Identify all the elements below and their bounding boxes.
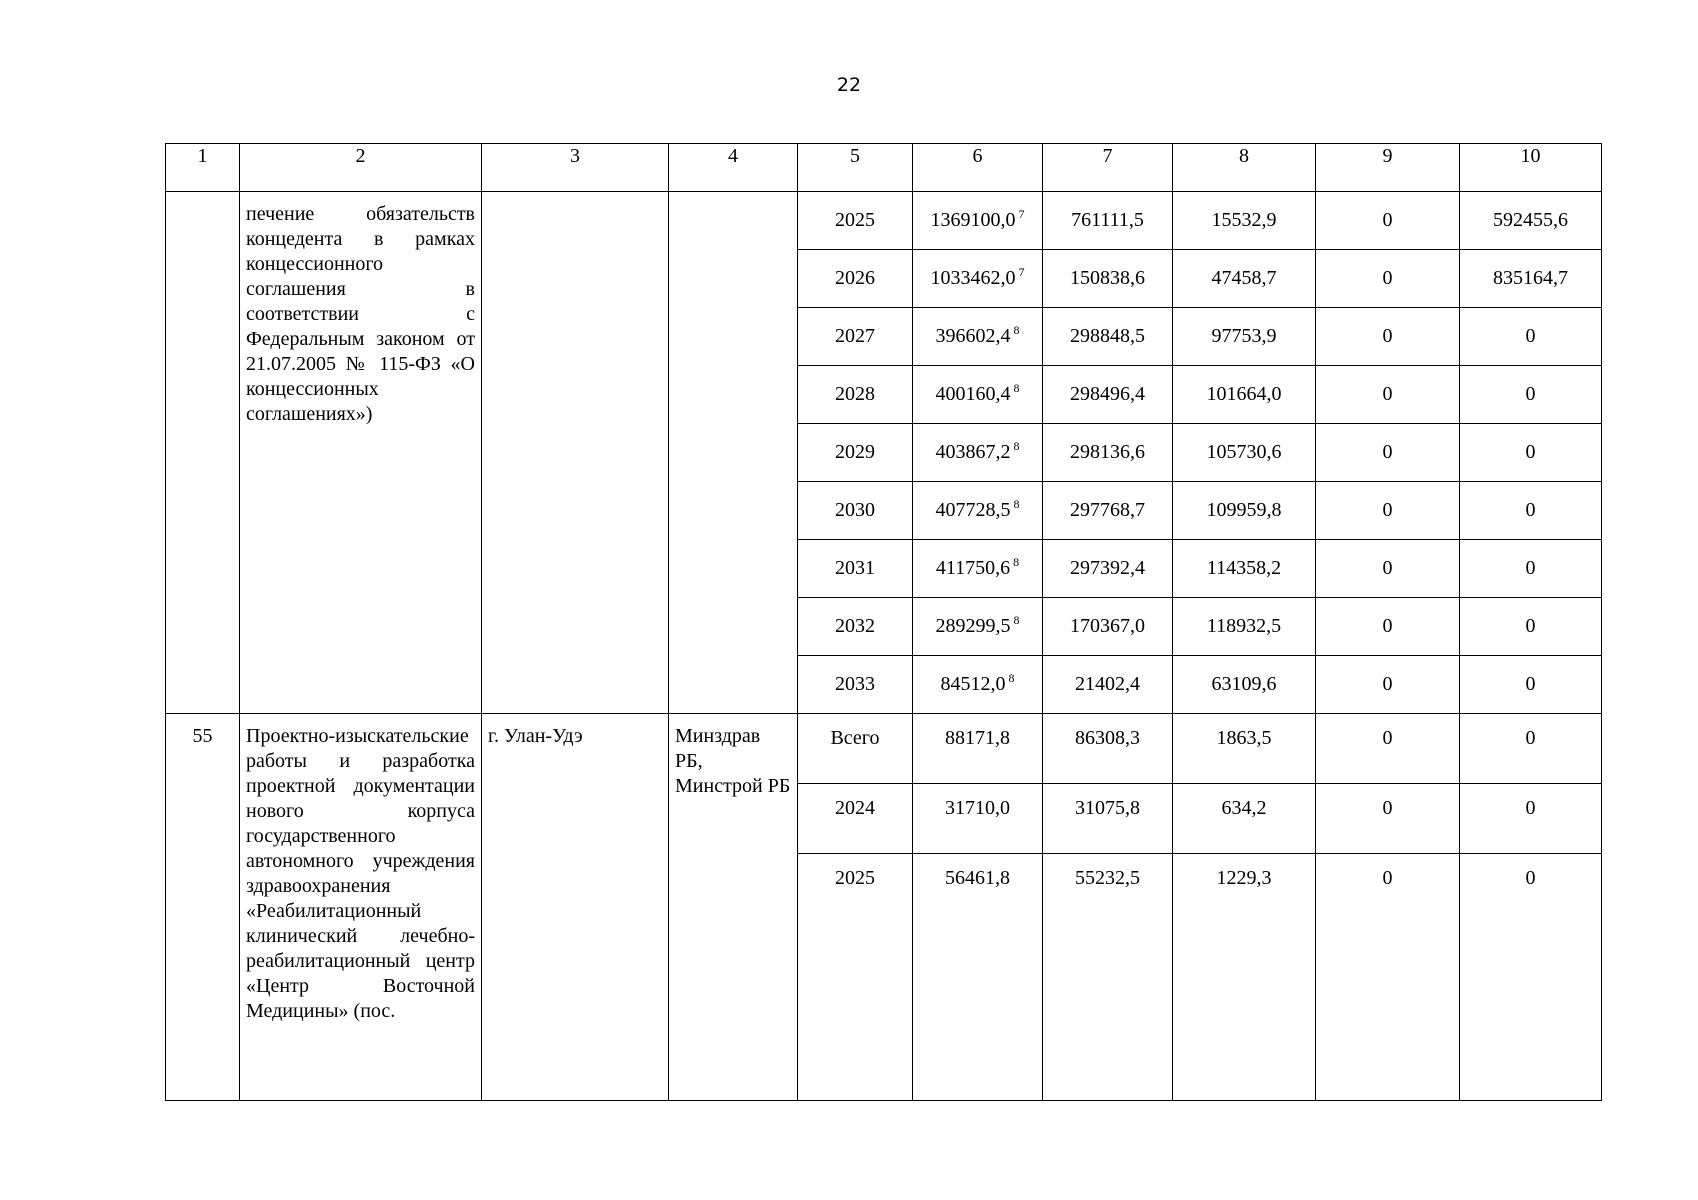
value-cell: 0 [1316,598,1460,656]
page-number: 22 [836,74,862,96]
row-number: 55 [192,725,213,747]
year-cell: Всего [798,714,913,784]
value-cell: 761111,5 [1043,192,1173,250]
value-cell: 47458,7 [1173,250,1316,308]
total-cell: 31710,0 [913,784,1043,854]
value-cell: 15532,9 [1173,192,1316,250]
value-cell: 297768,7 [1043,482,1173,540]
value-cell: 114358,2 [1173,540,1316,598]
column-header: 3 [482,144,669,192]
value-cell: 298848,5 [1043,308,1173,366]
total-cell: 400160,4 $^8$ [913,366,1043,424]
value-cell: 0 [1460,308,1602,366]
year-cell: 2031 [798,540,913,598]
value-cell: 0 [1316,308,1460,366]
agency-cell [669,714,798,1101]
location-cell [482,714,669,1101]
value-cell: 0 [1316,854,1460,1101]
year-cell: 2029 [798,424,913,482]
header-row [166,144,1602,192]
value-cell: 55232,5 [1043,854,1173,1101]
year-cell: 2028 [798,366,913,424]
description-text: Проектно-изыскательские работы и разработка проектной документации нового корпуса государственного автономного учреждения здравоохранения «Реабилитационный клинический лечебно-реабилитационный центр «Центр Восточной Медицины» (пос. [246,725,475,1022]
row-number-cell [166,192,240,714]
value-cell: 0 [1460,482,1602,540]
value-cell: 86308,3 [1043,714,1173,784]
value-cell: 592455,6 [1460,192,1602,250]
value-cell: 109959,8 [1173,482,1316,540]
table-row [166,192,1602,250]
value-cell: 835164,7 [1460,250,1602,308]
total-cell: 289299,5 $^8$ [913,598,1043,656]
value-cell: 0 [1316,714,1460,784]
year-cell: 2033 [798,656,913,714]
value-cell: 0 [1316,540,1460,598]
value-cell: 0 [1460,598,1602,656]
description-cell [240,192,482,714]
year-cell: 2025 [798,192,913,250]
value-cell: 0 [1460,656,1602,714]
value-cell: 298136,6 [1043,424,1173,482]
location-cell [482,192,669,714]
total-cell: 396602,4 $^8$ [913,308,1043,366]
value-cell: 0 [1316,192,1460,250]
total-cell: 1033462,0 $^7$ [913,250,1043,308]
value-cell: 634,2 [1173,784,1316,854]
column-header: 2 [240,144,482,192]
column-header: 6 [913,144,1043,192]
total-cell: 407728,5 $^8$ [913,482,1043,540]
value-cell: 1229,3 [1173,854,1316,1101]
value-cell: 170367,0 [1043,598,1173,656]
data-table [165,143,1602,1101]
value-cell: 0 [1316,656,1460,714]
agency-text: Минздрав РБ, Минстрой РБ [675,725,791,797]
value-cell: 0 [1460,424,1602,482]
year-cell: 2024 [798,784,913,854]
location-text: г. Улан-Удэ [488,725,583,747]
value-cell: 0 [1316,250,1460,308]
year-cell: 2032 [798,598,913,656]
row-number-cell [166,714,240,1101]
description-cell [240,714,482,1101]
total-cell: 403867,2 $^8$ [913,424,1043,482]
value-cell: 297392,4 [1043,540,1173,598]
column-header: 9 [1316,144,1460,192]
value-cell: 0 [1316,784,1460,854]
value-cell: 101664,0 [1173,366,1316,424]
value-cell: 97753,9 [1173,308,1316,366]
total-cell: 56461,8 [913,854,1043,1101]
year-cell: 2026 [798,250,913,308]
value-cell: 0 [1316,424,1460,482]
value-cell: 63109,6 [1173,656,1316,714]
value-cell: 0 [1460,366,1602,424]
column-header: 8 [1173,144,1316,192]
column-header: 5 [798,144,913,192]
year-cell: 2025 [798,854,913,1101]
column-header: 7 [1043,144,1173,192]
column-header: 4 [669,144,798,192]
value-cell: 105730,6 [1173,424,1316,482]
value-cell: 150838,6 [1043,250,1173,308]
total-cell: 84512,0 $^8$ [913,656,1043,714]
value-cell: 21402,4 [1043,656,1173,714]
year-cell: 2027 [798,308,913,366]
total-cell: 1369100,0 $^7$ [913,192,1043,250]
value-cell: 118932,5 [1173,598,1316,656]
value-cell: 0 [1316,482,1460,540]
value-cell: 0 [1460,540,1602,598]
table-row [166,714,1602,784]
value-cell: 31075,8 [1043,784,1173,854]
value-cell: 1863,5 [1173,714,1316,784]
total-cell: 411750,6 $^8$ [913,540,1043,598]
year-cell: 2030 [798,482,913,540]
value-cell: 0 [1460,714,1602,784]
value-cell: 0 [1316,366,1460,424]
value-cell: 0 [1460,784,1602,854]
description-text: печение обязательств концедента в рамках концессионного соглашения в соответствии с Федеральным законом от 21.07.2005 № 115-ФЗ «О концессионных соглашениях») [246,203,475,425]
column-header: 1 [166,144,240,192]
column-header: 10 [1460,144,1602,192]
value-cell: 0 [1460,854,1602,1101]
total-cell: 88171,8 [913,714,1043,784]
value-cell: 298496,4 [1043,366,1173,424]
agency-cell [669,192,798,714]
